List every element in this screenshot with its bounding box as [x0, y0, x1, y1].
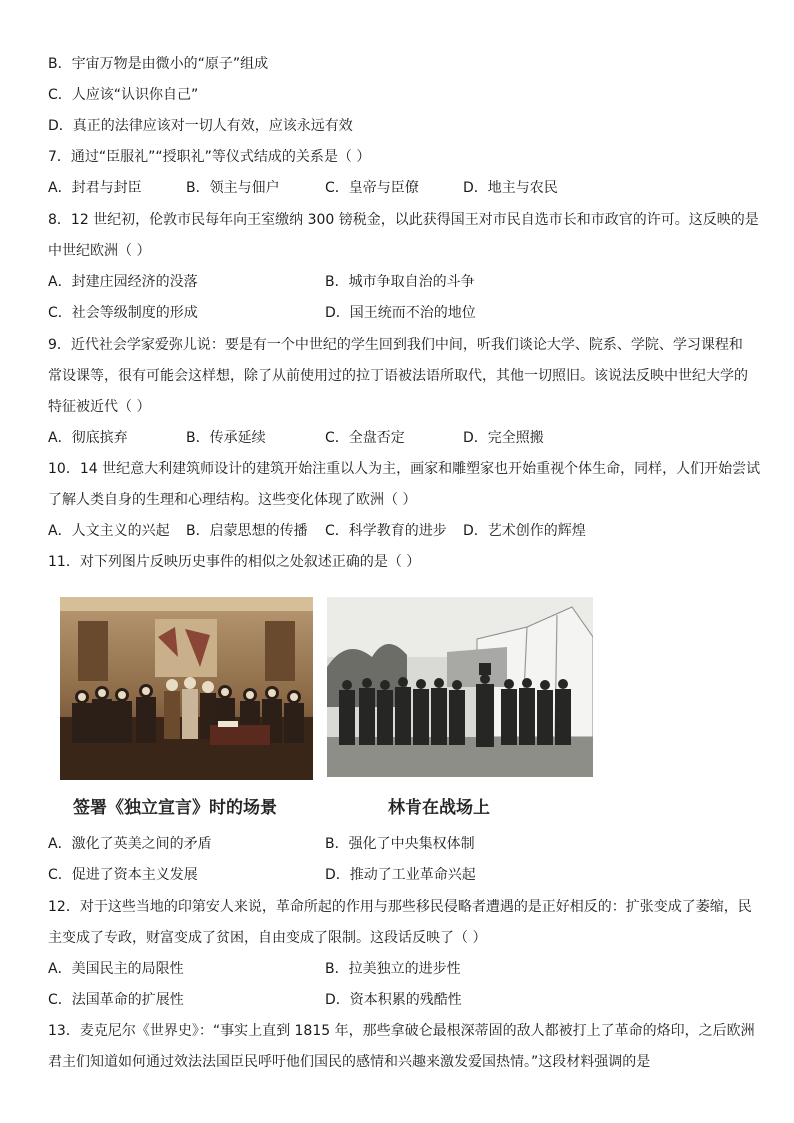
q7-option-d: D．地主与农民 [463, 180, 558, 196]
question-9: 9．近代社会学家爱弥儿说：要是有一个中世纪的学生回到我们中间，听我们谈论大学、院系、学院、学习课程和 [48, 337, 743, 353]
q10-option-c: C．科学教育的进步 [325, 523, 447, 539]
q12-option-c: C．法国革命的扩展性 [48, 992, 184, 1008]
question-10: 10．14 世纪意大利建筑师设计的建筑开始注重以人为主，画家和雕塑家也开始重视个体生命，同样，人们开始尝试 [48, 461, 761, 477]
q9-option-a: A．彻底摈弃 [48, 430, 128, 446]
q12-option-a: A．美国民主的局限性 [48, 961, 184, 977]
question-13: 13．麦克尼尔《世界史》：“事实上直到 1815 年，那些拿破仑最根深蒂固的敌人都被打上了革命的烙印，之后欧洲 [48, 1023, 755, 1039]
question-9-cont: 特征被近代（ ） [48, 399, 151, 415]
q11-option-b: B．强化了中央集权体制 [325, 836, 475, 852]
question-8-cont: 中世纪欧洲（ ） [48, 243, 151, 259]
q10-option-d: D．艺术创作的辉煌 [463, 523, 586, 539]
question-11: 11．对下列图片反映历史事件的相似之处叙述正确的是（ ） [48, 554, 421, 570]
q8-option-d: D．国王统而不治的地位 [325, 305, 476, 321]
q7-option-c: C．皇帝与臣僚 [325, 180, 419, 196]
q11-option-a: A．激化了英美之间的矛盾 [48, 836, 212, 852]
question-10-cont: 了解人类自身的生理和心理结构。这些变化体现了欧洲（ ） [48, 492, 417, 508]
q9-option-c: C．全盘否定 [325, 430, 405, 446]
q11-option-d: D．推动了工业革命兴起 [325, 867, 476, 883]
option-line: C．人应该“认识你自己” [48, 87, 199, 103]
option-line: D．真正的法律应该对一切人有效，应该永远有效 [48, 118, 353, 134]
declaration-signing-painting [60, 597, 313, 780]
question-9-cont: 常设课等，很有可能会这样想，除了从前使用过的拉丁语被法语所取代，其他一切照旧。该说法反映中世纪大学的 [48, 368, 748, 384]
question-12-cont: 主变成了专政，财富变成了贫困，自由变成了限制。这段话反映了（ ） [48, 930, 487, 946]
question-13-cont: 君主们知道如何通过效法法国臣民呼吁他们国民的感情和兴趣来激发爱国热情。”这段材料强调的是 [48, 1054, 651, 1070]
q7-option-b: B．领主与佃户 [186, 180, 280, 196]
q9-option-d: D．完全照搬 [463, 430, 544, 446]
lincoln-photo-illustration [327, 597, 593, 777]
q10-option-a: A．人文主义的兴起 [48, 523, 170, 539]
q8-option-b: B．城市争取自治的斗争 [325, 274, 475, 290]
question-12: 12．对于这些当地的印第安人来说，革命所起的作用与那些移民侵略者遭遇的是正好相反的：扩张变成了萎缩，民 [48, 899, 752, 915]
q10-option-b: B．启蒙思想的传播 [186, 523, 308, 539]
right-figure-caption: 林肯在战场上 [388, 798, 490, 818]
q12-option-b: B．拉美独立的进步性 [325, 961, 461, 977]
q8-option-c: C．社会等级制度的形成 [48, 305, 198, 321]
q9-option-b: B．传承延续 [186, 430, 266, 446]
q12-option-d: D．资本积累的残酷性 [325, 992, 462, 1008]
question-7: 7．通过“臣服礼”“授职礼”等仪式结成的关系是（ ） [48, 149, 371, 165]
option-line: B．宇宙万物是由微小的“原子”组成 [48, 56, 269, 72]
q11-option-c: C．促进了资本主义发展 [48, 867, 198, 883]
q8-option-a: A．封建庄园经济的没落 [48, 274, 198, 290]
left-figure-caption: 签署《独立宣言》时的场景 [73, 798, 277, 818]
lincoln-battlefield-photo [327, 597, 593, 777]
declaration-painting-illustration [60, 597, 313, 780]
question-8: 8．12 世纪初，伦敦市民每年向王室缴纳 300 镑税金，以此获得国王对市民自选市长和市政官的许可。这反映的是 [48, 212, 759, 228]
q7-option-a: A．封君与封臣 [48, 180, 142, 196]
